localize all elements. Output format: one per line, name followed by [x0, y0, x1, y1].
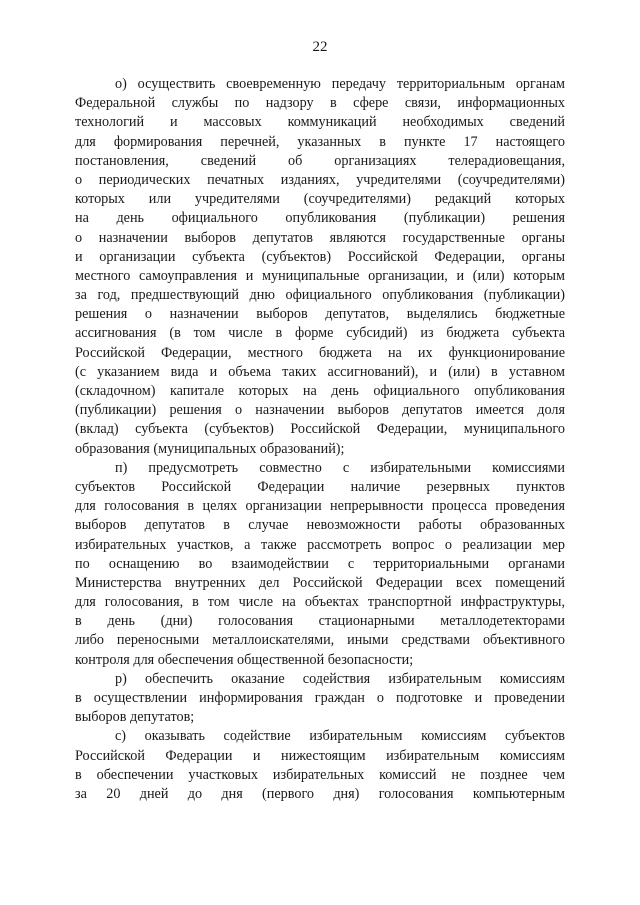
text-line: в обеспечении участковых избирательных комиссий не позднее чем [75, 766, 565, 783]
text-line: о) осуществить своевременную передачу территориальным органам [115, 76, 565, 92]
text-line: либо переносными металлоискателями, иными средствами объективного [75, 632, 565, 649]
text-line: Российской Федерации, местного бюджета на их функционирование [75, 344, 565, 361]
paragraph-o [75, 75, 565, 459]
text-line: р) обеспечить оказание содействия избирательным комиссиям [115, 670, 565, 687]
text-line: о периодических печатных изданиях, учредителями (соучредителями) [75, 171, 565, 188]
text-line: контроля для обеспечения общественной безопасности; [75, 651, 414, 668]
text-line: местного самоуправления и муниципальные организации, и (или) которым [75, 267, 565, 284]
paragraph-p [75, 459, 565, 670]
text-line: в день (дни) голосования стационарными металлодетекторами [75, 613, 565, 630]
text-line: за 20 дней до дня (первого дня) голосования компьютерным [75, 785, 565, 802]
text-line: Министерства внутренних дел Российской Федерации всех помещений [75, 574, 565, 591]
text-line: избирательных участков, а также рассмотреть вопрос о реализации мер [75, 536, 565, 553]
text-line: которых или учредителями (соучредителями) редакций которых [75, 191, 565, 208]
text-line: на день официального опубликования (публикации) решения [75, 210, 565, 227]
text-line: и организации субъекта (субъектов) Российской Федерации, органы [75, 248, 565, 265]
text-line: (публикации) решения о назначении выборов депутатов имеется доля [75, 402, 565, 419]
text-line: (складочном) капитале которых на день официального опубликования [75, 383, 565, 399]
paragraph-r [75, 670, 565, 728]
paragraph-s [75, 727, 565, 804]
text-line: для формирования перечней, указанных в пункте 17 настоящего [75, 133, 565, 150]
text-line: выборов депутатов; [75, 709, 195, 726]
document-body [75, 75, 565, 804]
page-number: 22 [312, 39, 328, 55]
text-line: постановления, сведений об организациях телерадиовещания, [75, 152, 565, 169]
text-line: (с указанием вида и объема таких ассигнований), и (или) в уставном [75, 363, 565, 380]
text-line: для голосования, в том числе на объектах транспортной инфраструктуры, [75, 594, 565, 611]
text-line: образования (муниципальных образований); [75, 440, 345, 457]
text-line: за год, предшествующий дню официального опубликования (публикации) [75, 287, 565, 304]
text-line: для голосования в целях организации непрерывности процесса проведения [75, 498, 565, 515]
text-line: ассигнования (в том числе в форме субсидий) из бюджета субъекта [75, 325, 565, 342]
text-line: в осуществлении информирования граждан о подготовке и проведении [75, 690, 565, 706]
text-line: решения о назначении выборов депутатов, выделялись бюджетные [75, 306, 565, 323]
text-line: с) оказывать содействие избирательным комиссиям субъектов [115, 728, 565, 745]
text-line: субъектов Российской Федерации наличие резервных пунктов [75, 478, 565, 495]
text-line: выборов депутатов в случае невозможности работы образованных [75, 517, 565, 534]
text-line: (вклад) субъекта (субъектов) Российской Федерации, муниципального [75, 421, 565, 438]
text-line: Российской Федерации и нижестоящим избирательным комиссиям [75, 747, 565, 764]
text-line: Федеральной службы по надзору в сфере связи, информационных [75, 95, 565, 112]
text-line: по оснащению во взаимодействии с территориальными органами [75, 555, 565, 572]
text-line: о назначении выборов депутатов являются государственные органы [75, 229, 565, 246]
text-line: п) предусмотреть совместно с избирательными комиссиями [115, 459, 565, 476]
text-line: технологий и массовых коммуникаций необходимых сведений [75, 114, 565, 131]
